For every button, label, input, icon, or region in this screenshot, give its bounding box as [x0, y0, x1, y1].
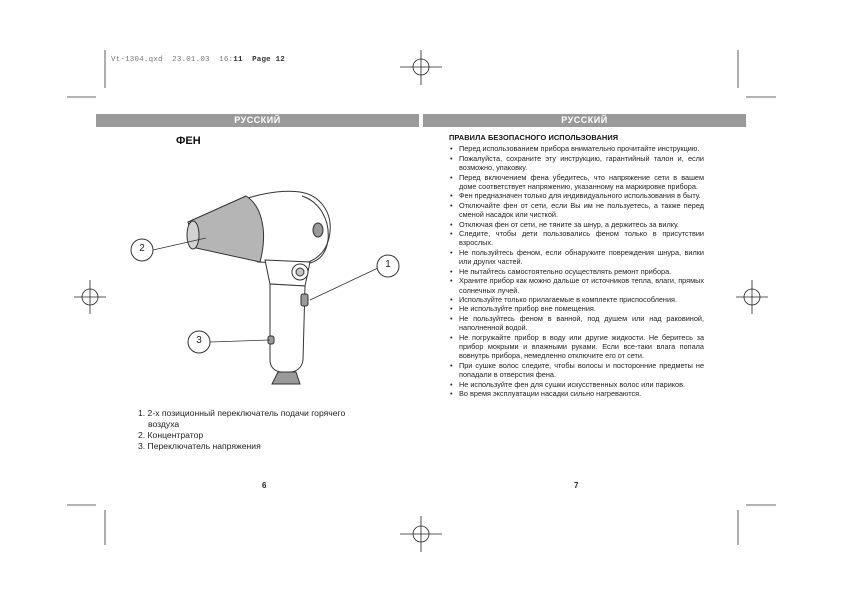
hair-dryer-illustration	[187, 191, 330, 384]
rule-item: • Храните прибор как можно дальше от источников тепла, влаги, прямых солнечных лучей.	[449, 276, 704, 295]
rule-item: • Не используйте фен для сушки искусственных волос или париков.	[449, 380, 704, 389]
rule-item: • Не пользуйтесь феном, если обнаружите повреждения шнура, вилки или других частей.	[449, 248, 704, 267]
registration-mark-left	[74, 280, 106, 314]
legend-item: 3. Переключатель напряжения	[138, 441, 261, 451]
rule-item: • Отключайте фен от сети, если Вы им не пользуетесь, а также перед сменой насадок или чисткой.	[449, 201, 704, 220]
rule-item: • Пожалуйста, сохраните эту инструкцию, гарантийный талон и, если возможно, упаковку.	[449, 154, 704, 173]
rule-item: • Не погружайте прибор в воду или другие жидкости. Не беритесь за прибор мокрыми и влажными руками. Если все-таки влага попала вовнутрь прибора, немедленно отключите его от сети.	[449, 333, 704, 361]
slug-time-a: 16:	[219, 56, 234, 64]
registration-mark-top	[400, 50, 442, 85]
callout-2-label: 2	[139, 243, 145, 254]
registration-mark-bottom	[400, 516, 442, 552]
safety-rules	[449, 133, 704, 398]
page-number-left: 6	[262, 481, 267, 490]
rule-item: • Следите, чтобы дети пользовались феном только в присутствии взрослых.	[449, 229, 704, 248]
slug-page: Page 12	[252, 56, 285, 64]
legend-item: воздуха	[148, 419, 180, 429]
rule-item: • Перед использованием прибора внимательно прочитайте инструкцию.	[449, 144, 704, 153]
product-title: ФЕН	[176, 135, 201, 147]
callout-3-label: 3	[196, 335, 202, 346]
callout-1-label: 1	[385, 259, 391, 270]
slug-date: 23.01.03	[172, 56, 210, 64]
legend-item: 1. 2-х позиционный переключатель подачи горячего	[138, 408, 346, 418]
registration-mark-right	[736, 280, 768, 314]
right-language-header: РУССКИЙ	[423, 114, 746, 127]
rule-item: • Перед включением фена убедитесь, что напряжение сети в вашем доме соответствует напряжению, указанному на маркировке прибора.	[449, 173, 704, 192]
slug-file: Vt-1304.qxd	[111, 56, 163, 64]
rule-item: • Не используйте прибор вне помещения.	[449, 304, 704, 313]
left-language-header: РУССКИЙ	[96, 114, 419, 127]
rules-title: ПРАВИЛА БЕЗОПАСНОГО ИСПОЛЬЗОВАНИЯ	[449, 133, 619, 142]
rule-item: • Отключая фен от сети, не тяните за шнур, а держитесь за вилку.	[449, 220, 704, 229]
rule-item: • Фен предназначен только для индивидуального использования в быту.	[449, 191, 704, 200]
file-slug	[111, 56, 285, 64]
rule-item: • Не пытайтесь самостоятельно осуществлять ремонт прибора.	[449, 267, 704, 276]
slug-time-b: 11	[233, 56, 243, 64]
legend-item: 2. Концентратор	[138, 430, 204, 440]
rule-item: • Используйте только прилагаемые в комплекте приспособления.	[449, 295, 704, 304]
parts-legend	[138, 408, 378, 452]
rule-item: • Во время эксплуатации насадки сильно нагреваются.	[449, 389, 704, 398]
page-number-right: 7	[574, 481, 579, 490]
rule-item: • При сушке волос следите, чтобы волосы и посторонние предметы не попадали в отверстия фена.	[449, 361, 704, 380]
rule-item: • Не пользуйтесь феном в ванной, под душем или над раковиной, наполненной водой.	[449, 314, 704, 333]
rules-list	[449, 144, 704, 398]
